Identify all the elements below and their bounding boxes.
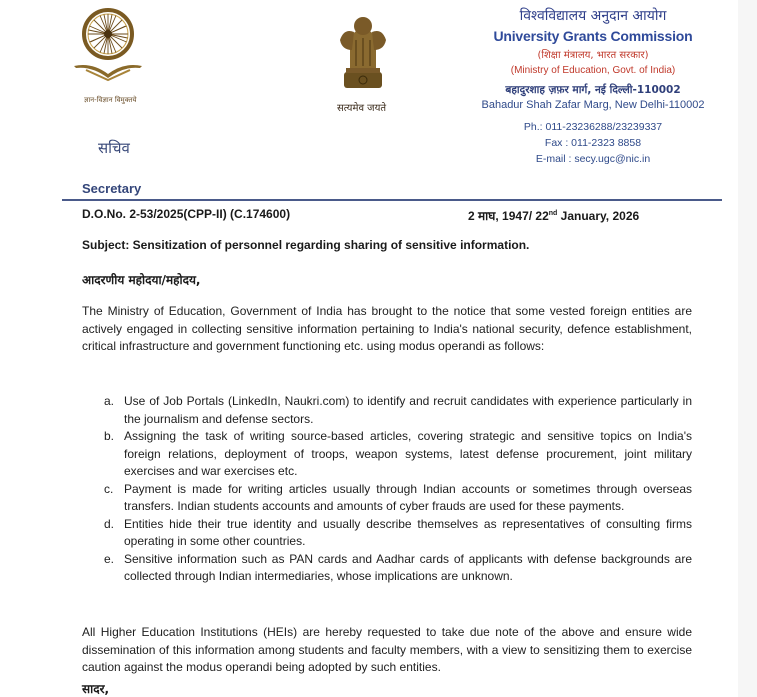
list-item-text: Payment is made for writing articles usually through Indian accounts or sometimes through overseas transfers. Indian students accounts and amounts of cyber frauds are used for these payments. (124, 481, 692, 513)
email-address: E-mail : secy.ugc@nic.in (535, 153, 651, 165)
secretary-hindi: सचिव (98, 139, 130, 157)
national-emblem-icon (332, 10, 394, 96)
modus-operandi-list (104, 393, 692, 586)
ministry-english: (Ministry of Education, Govt. of India) (510, 65, 676, 76)
intro-paragraph: The Ministry of Education, Government of India has brought to the notice that some vested foreign entities are actively engaged in collecting sensitive information pertaining to India's national security, defence establishment, critical infrastructure and government functioning etc. using modus operandi as follows: (82, 304, 692, 353)
list-marker: d. (104, 516, 115, 531)
list-marker: b. (104, 429, 115, 443)
emblem-motto: सत्यमेव जयते (337, 103, 387, 114)
date-suffix: January, 2026 (557, 209, 640, 223)
list-item (104, 393, 692, 428)
list-item (104, 428, 692, 481)
list-marker: c. (104, 481, 114, 496)
list-item-text: Use of Job Portals (LinkedIn, Naukri.com) to identify and recruit candidates with experience particularly in the journalism and defense sectors. (124, 394, 692, 426)
ugc-logo-icon (68, 4, 148, 82)
phone-number: Ph.: 011-23236288/23239337 (523, 121, 663, 133)
subject-line: Subject: Sensitization of personnel regarding sharing of sensitive information. (82, 238, 530, 252)
list-marker: a. (104, 394, 115, 408)
request-paragraph: All Higher Education Institutions (HEIs) are hereby requested to take due note of the above and ensure wide dissemination of this information among students and faculty members, with a view to sensitizing them to exercise caution against the modus operandi being adopted by such entities. (82, 625, 692, 674)
letter-date (468, 207, 639, 224)
secretary-title: Secretary (82, 181, 142, 196)
date-ordinal: nd (548, 210, 558, 217)
reference-number: D.O.No. 2-53/2025(CPP-II) (C.174600) (82, 207, 291, 221)
ministry-hindi: (शिक्षा मंत्रालय, भारत सरकार) (537, 50, 649, 61)
closing: सादर, (82, 682, 110, 696)
fax-number: Fax : 011-2323 8858 (544, 137, 642, 149)
header-divider (62, 199, 722, 201)
org-name-hindi: विश्वविद्यालय अनुदान आयोग (519, 8, 667, 24)
organization-block (478, 6, 708, 167)
list-item-text: Entities hide their true identity and usually describe themselves as representatives of consulting firms operating in some other countries. (124, 516, 692, 548)
org-name-english: University Grants Commission (493, 28, 693, 44)
salutation: आदरणीय महोदया/महोदय, (82, 273, 201, 287)
list-item (104, 481, 692, 516)
address-hindi: बहादुरशाह ज़फ़र मार्ग, नई दिल्ली-110002 (505, 84, 681, 96)
list-item-text: Sensitive information such as PAN cards and Aadhar cards of applicants with defense backgrounds are collected through Indian intermediaries, whose implications are unknown. (124, 551, 692, 583)
list-item (104, 516, 692, 551)
list-item-text: Assigning the task of writing source-based articles, covering strategic and sensitive topics on India's foreign relations, deployment of troops, weapon systems, latest defense procurement, joint military exercises and war exercises etc. (124, 429, 692, 478)
address-english: Bahadur Shah Zafar Marg, New Delhi-110002 (481, 99, 705, 111)
ugc-motto: ज्ञान-विज्ञान विमुक्तये (84, 96, 137, 104)
list-marker: e. (104, 551, 115, 566)
viewer-margin (738, 0, 757, 697)
list-item (104, 551, 692, 586)
date-prefix: 2 माघ, 1947/ 22 (468, 209, 549, 223)
